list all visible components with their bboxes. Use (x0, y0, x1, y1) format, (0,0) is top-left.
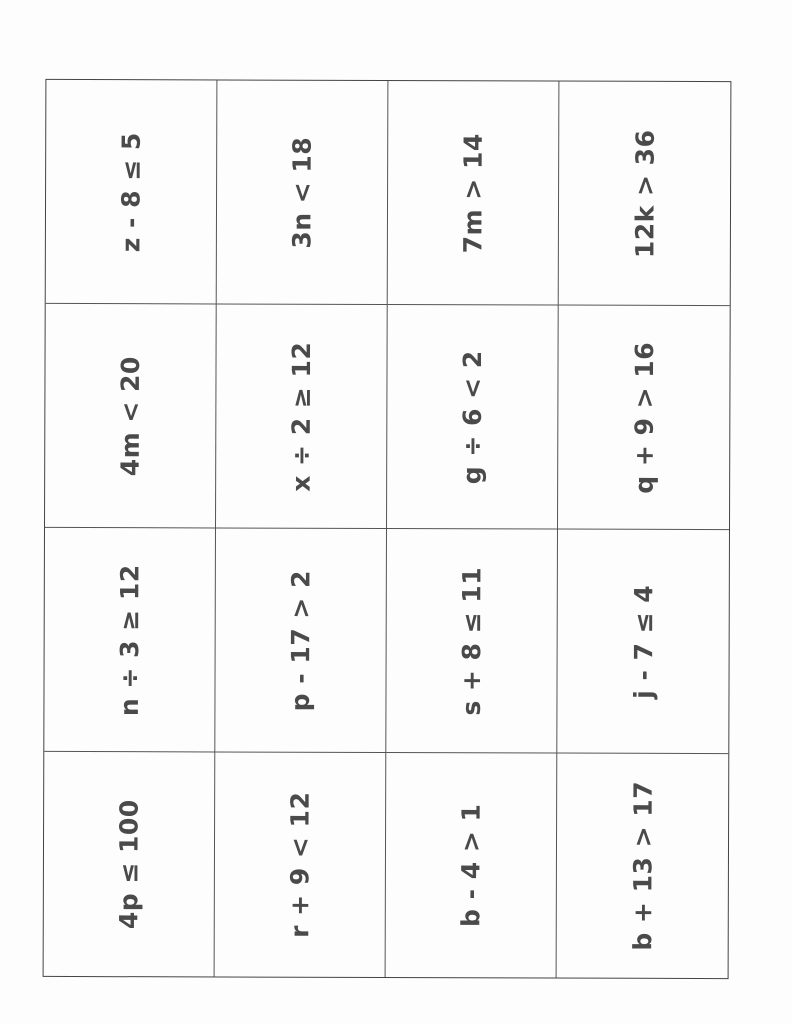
card-r1-c3 (388, 81, 560, 306)
inequality-text: n ÷ 3 ≥ 12 (114, 563, 145, 716)
card-r3-c2 (215, 528, 387, 753)
card-r2-c1 (45, 304, 217, 529)
inequality-text: p - 17 > 2 (285, 569, 316, 711)
card-r2-c2 (216, 304, 388, 529)
card-r3-c1 (44, 528, 216, 753)
inequality-text: 12k > 36 (629, 128, 660, 258)
inequality-card-grid (43, 79, 732, 979)
card-r4-c2 (215, 752, 387, 977)
inequality-text: r + 9 < 12 (285, 791, 315, 938)
inequality-text: g ÷ 6 < 2 (457, 349, 488, 484)
inequality-text: 4p ≤ 100 (114, 799, 144, 930)
card-r4-c1 (44, 752, 216, 977)
inequality-text: 3n < 18 (287, 136, 317, 249)
inequality-text: j - 7 ≤ 4 (628, 584, 658, 699)
card-r3-c4 (557, 530, 729, 755)
card-r1-c4 (559, 82, 731, 307)
inequality-text: 4m < 20 (115, 355, 146, 476)
inequality-text: q + 9 > 16 (629, 341, 659, 494)
card-r3-c3 (386, 529, 558, 754)
inequality-text: z - 8 ≤ 5 (116, 131, 146, 252)
inequality-text: 7m > 14 (458, 132, 488, 253)
inequality-text: x ÷ 2 ≥ 12 (286, 341, 317, 492)
card-r4-c4 (557, 754, 729, 979)
card-r1-c2 (217, 80, 389, 305)
inequality-text: b - 4 > 1 (456, 803, 486, 927)
card-r2-c3 (387, 305, 559, 530)
inequality-text: b + 13 > 17 (627, 780, 658, 951)
card-r2-c4 (558, 306, 730, 531)
card-r1-c1 (46, 80, 218, 305)
card-r4-c3 (386, 753, 558, 978)
inequality-text: s + 8 ≤ 11 (456, 566, 487, 716)
